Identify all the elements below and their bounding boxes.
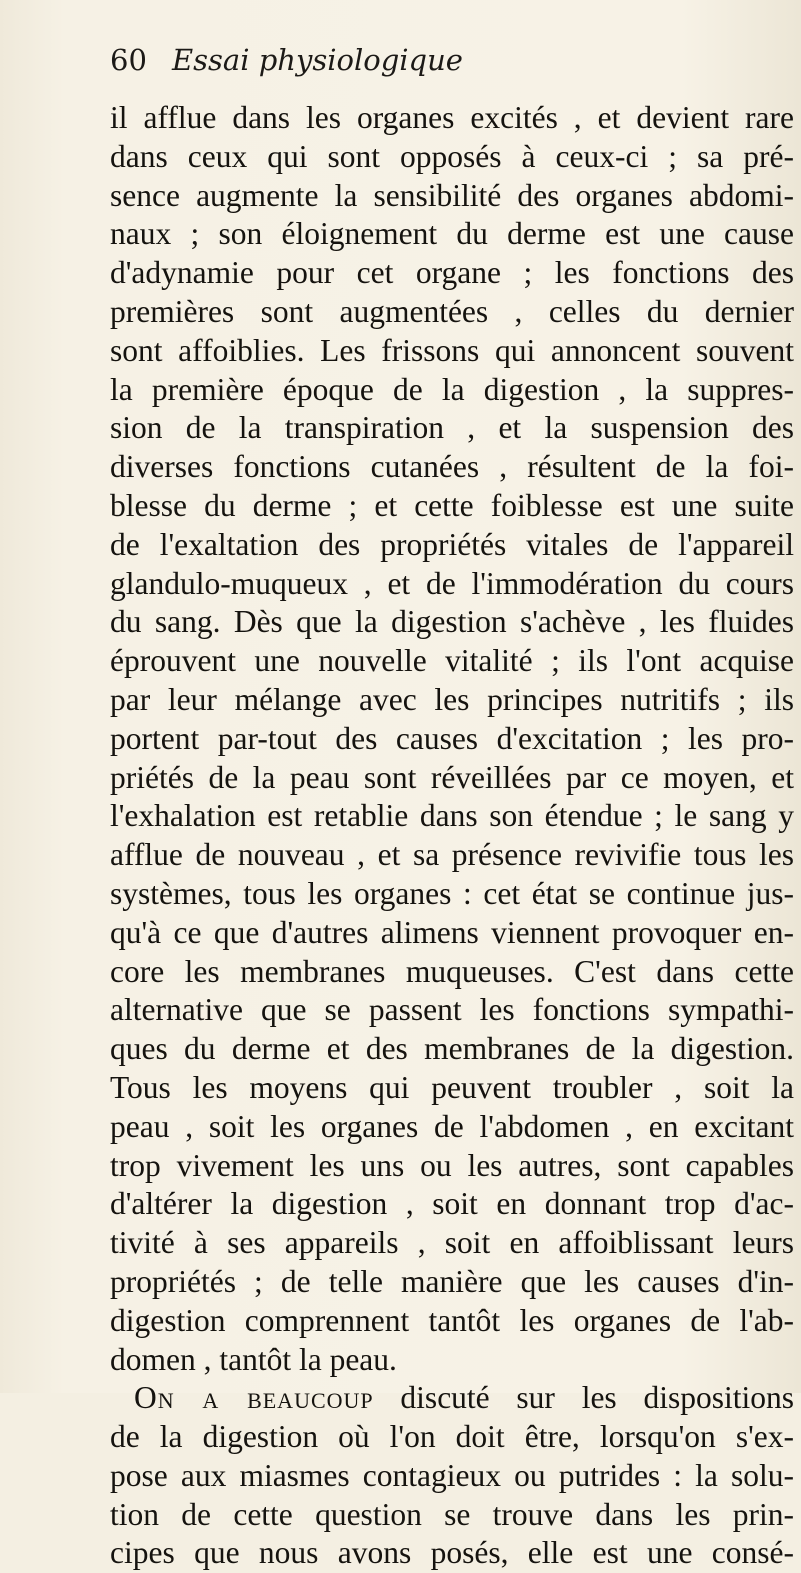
text-line: la première époque de la digestion , la suppres- xyxy=(110,371,794,407)
text-line: diverses fonctions cutanées , résultent de la foi- xyxy=(110,449,794,485)
text-line: Tous les moyens qui peuvent troubler , soit la xyxy=(110,1069,794,1105)
text-line: peau , soit les organes de l'abdomen , en excitant xyxy=(110,1108,794,1144)
text-line: propriétés ; de telle manière que les causes d'in- xyxy=(110,1263,794,1299)
opening-line-rest: discuté sur les dispositions xyxy=(373,1380,794,1416)
text-line: du sang. Dès que la digestion s'achève , les fluides xyxy=(110,604,794,640)
text-line: d'altérer la digestion , soit en donnant trop d'ac- xyxy=(110,1186,794,1222)
text-line: dans ceux qui sont opposés à ceux-ci ; sa pré- xyxy=(110,138,794,174)
text-line: sont affoiblies. Les frissons qui annoncent souvent xyxy=(110,332,794,368)
text-line: naux ; son éloignement du derme est une cause xyxy=(110,216,794,252)
text-line: core les membranes muqueuses. C'est dans cette xyxy=(110,953,794,989)
text-line: alternative que se passent les fonctions sympathi- xyxy=(110,992,794,1028)
text-line: domen , tantôt la peau. xyxy=(110,1341,397,1377)
paragraph-opening-line xyxy=(110,1379,794,1418)
text-line: qu'à ce que d'autres alimens viennent provoquer en- xyxy=(110,914,794,950)
text-line: de la digestion où l'on doit être, lorsqu'on s'ex- xyxy=(110,1419,794,1455)
text-line: de l'exaltation des propriétés vitales de l'appareil xyxy=(110,526,794,562)
small-caps-lead-in: On a beaucoup xyxy=(134,1380,374,1416)
text-line: sence augmente la sensibilité des organes abdomi- xyxy=(110,177,794,213)
body-text xyxy=(110,99,794,1573)
page-header xyxy=(110,38,790,82)
text-line: portent par-tout des causes d'excitation ; les pro- xyxy=(110,720,794,756)
text-line: d'adynamie pour cet organe ; les fonctions des xyxy=(110,255,794,291)
text-line: blesse du derme ; et cette foiblesse est une suite xyxy=(110,487,794,523)
text-line: éprouvent une nouvelle vitalité ; ils l'ont acquise xyxy=(110,643,794,679)
page-number: 60 xyxy=(110,43,147,77)
running-title: Essai physiologique xyxy=(172,43,463,77)
text-line: trop vivement les uns ou les autres, sont capables xyxy=(110,1147,794,1183)
text-line: priétés de la peau sont réveillées par ce moyen, et xyxy=(110,759,794,795)
text-line: l'exhalation est retablie dans son étendue ; le sang y xyxy=(110,798,794,834)
text-line: cipes que nous avons posés, elle est une consé- xyxy=(110,1535,794,1571)
text-line: tivité à ses appareils , soit en affoiblissant leurs xyxy=(110,1225,794,1261)
text-line: tion de cette question se trouve dans les prin- xyxy=(110,1496,794,1532)
text-line: il afflue dans les organes excités , et devient rare xyxy=(110,100,794,135)
text-line: premières sont augmentées , celles du dernier xyxy=(110,293,794,329)
text-line: afflue de nouveau , et sa présence revivifie tous les xyxy=(110,837,794,873)
text-line: sion de la transpiration , et la suspension des xyxy=(110,410,794,446)
text-line: par leur mélange avec les principes nutritifs ; ils xyxy=(110,681,794,717)
text-line: ques du derme et des membranes de la digestion. xyxy=(110,1031,794,1067)
text-line: digestion comprennent tantôt les organes de l'ab- xyxy=(110,1302,794,1338)
text-line: pose aux miasmes contagieux ou putrides : la solu- xyxy=(110,1457,794,1493)
text-line: glandulo-muqueux , et de l'immodération du cours xyxy=(110,565,794,601)
text-line: systèmes, tous les organes : cet état se continue jus- xyxy=(110,875,794,911)
